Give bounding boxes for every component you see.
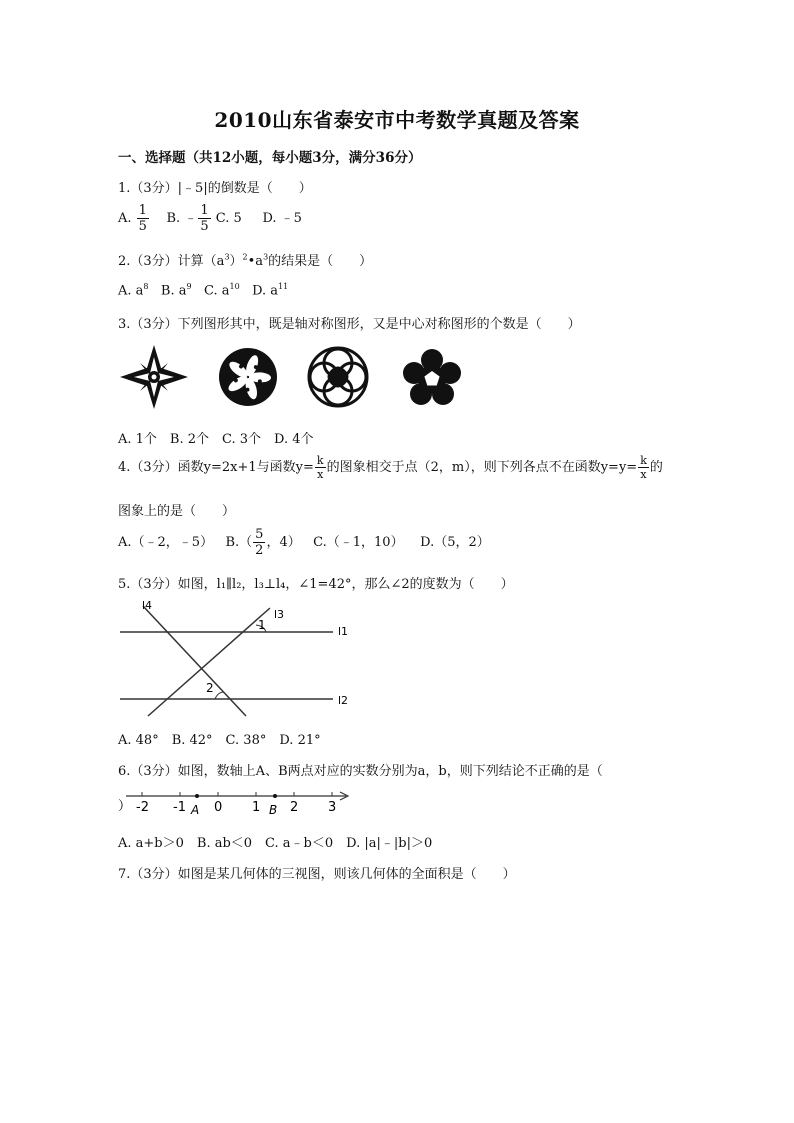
question-1-options: [118, 204, 302, 233]
section-heading: 一、选择题（共12小题，每小题3分，满分36分）: [118, 150, 422, 166]
q4-option-b-fraction: $\frac{5}{2}$: [255, 527, 264, 558]
page-title: 2010山东省泰安市中考数学真题及答案: [214, 108, 580, 132]
question-5-figure: [118, 598, 368, 720]
figure-flower-circle: [219, 348, 277, 406]
label-angle-1: 1: [258, 618, 266, 632]
q1-option-d: D. ﹣5: [262, 211, 302, 226]
question-4-stem: 4.（3分）函数y=2x+1与函数y= $\frac{k}{x}$ 的图象相交于点（2，m），则下列各点不在函数y=y= $\frac{k}{x}$ 的: [118, 454, 663, 481]
q1-option-c: C. 5: [215, 211, 242, 226]
question-6-stem: 6.（3分）如图，数轴上A、B两点对应的实数分别为a，b，则下列结论不正确的是（: [118, 764, 603, 779]
question-3-stem: 3.（3分）下列图形其中，既是轴对称图形，又是中心对称图形的个数是（ ）: [118, 317, 581, 332]
question-6-options: A. a+b＞0 B. ab＜0 C. a﹣b＜0 D. |a|﹣|b|＞0: [118, 836, 433, 851]
question-3-options: A. 1个 B. 2个 C. 3个 D. 4个: [118, 432, 314, 447]
question-4-line2: 图象上的是（ ）: [118, 504, 236, 519]
tick-minus1: -1: [173, 800, 186, 815]
question-3-figures: [118, 343, 468, 413]
point-b-label: B: [269, 803, 278, 817]
question-2-stem: 2.（3分）计算$(a^3)^2•a^3$的结果是（ ）: [118, 252, 373, 269]
q4-option-d: D.（5，2）: [420, 535, 490, 550]
q2-option-b: B. a: [160, 283, 187, 299]
tick-3: 3: [328, 800, 337, 815]
label-l1: l1: [338, 625, 349, 638]
question-6-number-line: [112, 786, 357, 818]
question-5-options: A. 48° B. 42° C. 38° D. 21°: [118, 733, 321, 748]
tick-0: 0: [214, 800, 223, 815]
q4-option-b: B.（: [225, 535, 253, 550]
figure-compass-star: [120, 345, 188, 409]
question-1-stem: 1.（3分）|﹣5|的倒数是（ ）: [118, 181, 312, 196]
q1-option-b-fraction: $\frac{1}{5}$: [200, 203, 209, 234]
q2-option-d: D. a: [252, 283, 279, 299]
figure-pentagon-flower: [403, 349, 461, 405]
question-2-options: A. $a^8$ B. $a^9$ C. $a^{10}$ D. $a^{11}$: [118, 282, 289, 299]
q1-option-a-label: A.: [118, 211, 132, 226]
label-l4: l4: [142, 599, 153, 612]
tick-2: 2: [290, 800, 299, 815]
label-angle-2: 2: [206, 681, 214, 695]
q1-option-b-label: B. ﹣: [166, 211, 198, 226]
question-7-stem: 7.（3分）如图是某几何体的三视图，则该几何体的全面积是（ ）: [118, 867, 516, 882]
question-5-stem: 5.（3分）如图，l₁∥l₂，l₃⊥l₄，∠1=42°，那么∠2的度数为（ ）: [118, 577, 514, 592]
q2-option-c: C. a: [203, 283, 230, 299]
label-l3: l3: [274, 608, 285, 621]
tick-minus2: -2: [136, 800, 149, 815]
point-a-label: A: [191, 803, 200, 817]
q6-close-paren: ）: [118, 799, 132, 814]
q4-option-a: A.（﹣2，﹣5）: [118, 535, 214, 550]
q4-fraction-k-over-x-1: $\frac{k}{x}$: [316, 454, 324, 481]
question-4-options: A.（﹣2，﹣5） B.（ $\frac{5}{2}$ ，4） C.（﹣1，10） D.（5，2）: [118, 527, 490, 558]
q4-option-c: C.（﹣1，10）: [313, 535, 404, 550]
q1-option-a-fraction: $\frac{1}{5}$: [138, 203, 147, 234]
q4-fraction-k-over-x-2: $\frac{k}{x}$: [640, 454, 647, 481]
label-l2: l2: [338, 694, 349, 707]
tick-1: 1: [252, 800, 261, 815]
figure-quad-circle: [309, 348, 367, 406]
q2-option-a: A. a: [118, 283, 144, 299]
